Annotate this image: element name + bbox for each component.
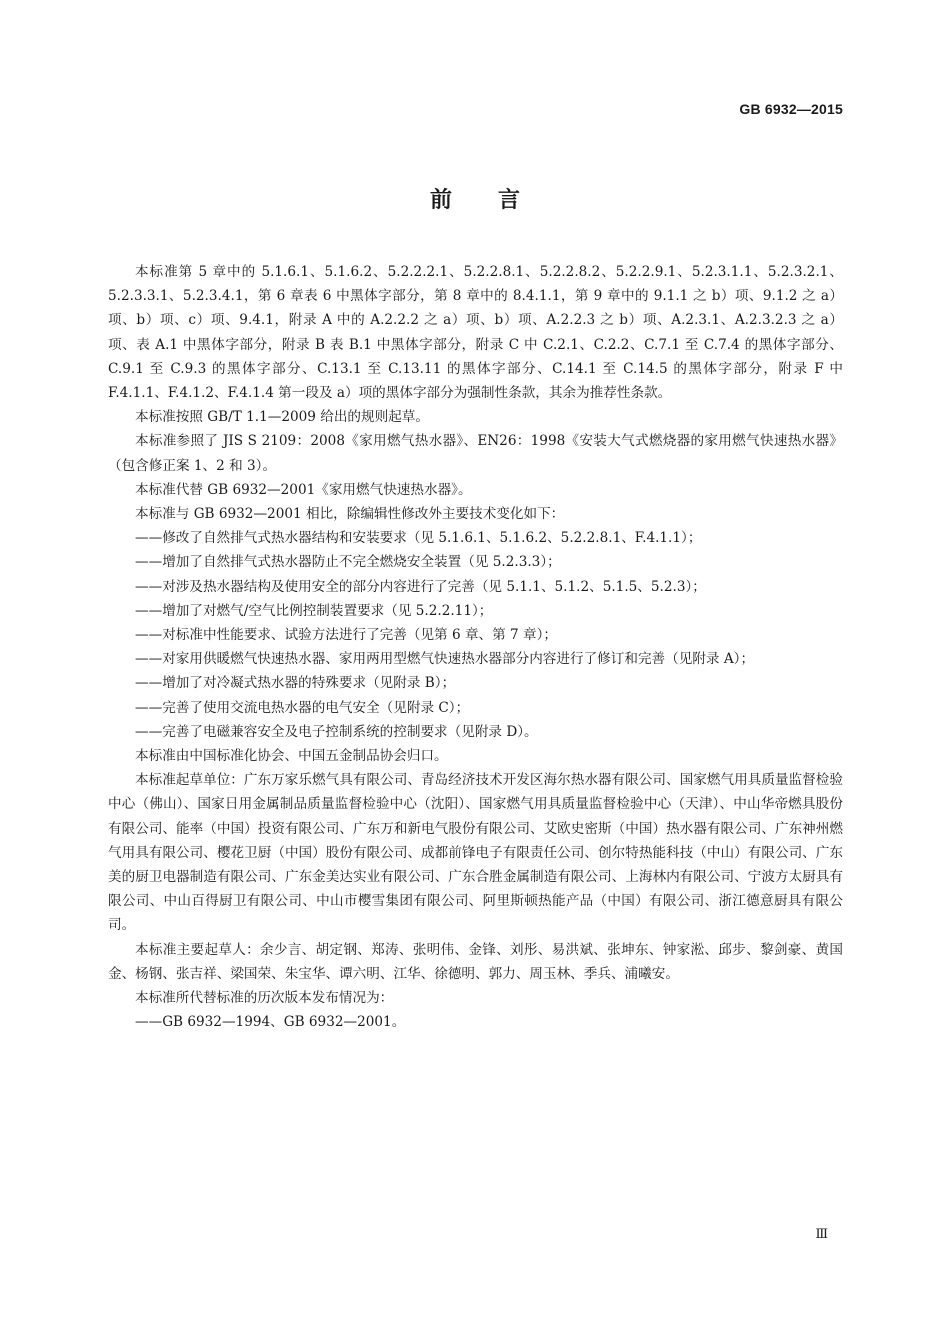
change-item: ——对标准中性能要求、试验方法进行了完善（见第 6 章、第 7 章）；	[135, 627, 557, 644]
change-item: ——对涉及热水器结构及使用安全的部分内容进行了完善（见 5.1.1、5.1.2、5.1.5、5.2.3）；	[135, 578, 706, 595]
paragraph-drafting-rules: 本标准按照 GB/T 1.1—2009 给出的规则起草。	[135, 409, 429, 426]
change-item: ——完善了使用交流电热水器的电气安全（见附录 C）；	[135, 699, 470, 716]
paragraph-history-intro: 本标准所代替标准的历次版本发布情况为：	[135, 990, 394, 1007]
standard-number: GB 6932—2015	[739, 101, 843, 117]
paragraph-drafting-organizations: 本标准起草单位：广东万家乐燃气具有限公司、青岛经济技术开发区海尔热水器有限公司、国家燃气用具质量监督检验中心（佛山）、国家日用金属制品质量监督检验中心（沈阳）、国家燃气用具质量监督检验中心（天津）、中山华帝燃具股份有限公司、能率（中国）投资有限公司、广东万和新电气股份有限公司、艾欧史密斯（中国）热水器有限公司、广东神州燃气用具有限公司、樱花卫厨（中国）股份有限公司、成都前锋电子有限责任公司、创尔特热能科技（中山）有限公司、广东美的厨卫电器制造有限公司、广东金美达实业有限公司、广东合胜金属制造有限公司、上海林内有限公司、宁波方太厨具有限公司、中山百得厨卫有限公司、中山市樱雪集团有限公司、阿里斯顿热能产品（中国）有限公司、浙江德意厨具有限公司。	[108, 772, 843, 934]
paragraph-mandatory-clauses: 本标准第 5 章中的 5.1.6.1、5.1.6.2、5.2.2.2.1、5.2.2.8.1、5.2.2.8.2、5.2.2.9.1、5.2.3.1.1、5.2.3.2.1、5.2.3.3.1、5.2.3.4.1，第 6 章表 6 中黑体字部分，第 8 章中的 8.4.1.1，第 9 章中的 9.1.1 之 b）项、9.1.2 之 a）项、b）项、c）项、9.4.1，附录 A 中的 A.2.2.2 之 a）项、b）项、A.2.2.3 之 b）项、A.2.3.1、A.2.3.2.3 之 a）项、表 A.1 中黑体字部分，附录 B 表 B.1 中黑体字部分，附录 C 中 C.2.1、C.2.2、C.7.1 至 C.7.4 的黑体字部分、C.9.1 至 C.9.3 的黑体字部分、C.13.1 至 C.13.11 的黑体字部分、C.14.1 至 C.14.5 的黑体字部分，附录 F 中 F.4.1.1、F.4.1.2、F.4.1.4 第一段及 a）项的黑体字部分为强制性条款，其余为推荐性条款。	[108, 264, 843, 402]
page-number: Ⅲ	[815, 1227, 828, 1242]
change-item: ——增加了对燃气/空气比例控制装置要求（见 5.2.2.11）；	[135, 602, 493, 619]
paragraph-replaces: 本标准代替 GB 6932—2001《家用燃气快速热水器》。	[135, 481, 472, 498]
paragraph-administration: 本标准由中国标准化协会、中国五金制品协会归口。	[135, 748, 448, 765]
change-item: ——完善了电磁兼容安全及电子控制系统的控制要求（见附录 D）。	[135, 723, 538, 740]
paragraph-drafters: 本标准主要起草人：余少言、胡定钢、郑涛、张明伟、金锋、刘彤、易洪斌、张坤东、钟家淞、邱步、黎剑豪、黄国金、杨钢、张吉祥、梁国荣、朱宝华、谭六明、江华、徐德明、郭力、周玉林、季兵、浦曦安。	[108, 941, 843, 982]
page-title: 前言	[429, 188, 566, 213]
paragraph-references: 本标准参照了 JIS S 2109：2008《家用燃气热水器》、EN26：1998《安装大气式燃烧器的家用燃气快速热水器》（包含修正案 1、2 和 3）。	[108, 433, 843, 474]
change-item: ——修改了自然排气式热水器结构和安装要求（见 5.1.6.1、5.1.6.2、5.2.2.8.1、F.4.1.1）；	[135, 530, 702, 547]
change-item: ——增加了对冷凝式热水器的特殊要求（见附录 B）；	[135, 675, 456, 692]
foreword-body	[108, 260, 843, 1035]
history-item: ——GB 6932—1994、GB 6932—2001。	[135, 1014, 406, 1031]
paragraph-changes-intro: 本标准与 GB 6932—2001 相比，除编辑性修改外主要技术变化如下：	[135, 506, 565, 523]
change-item: ——增加了自然排气式热水器防止不完全燃烧安全装置（见 5.2.3.3）；	[135, 554, 561, 571]
change-item: ——对家用供暖燃气快速热水器、家用两用型燃气快速热水器部分内容进行了修订和完善（见附录 A）；	[135, 651, 755, 668]
